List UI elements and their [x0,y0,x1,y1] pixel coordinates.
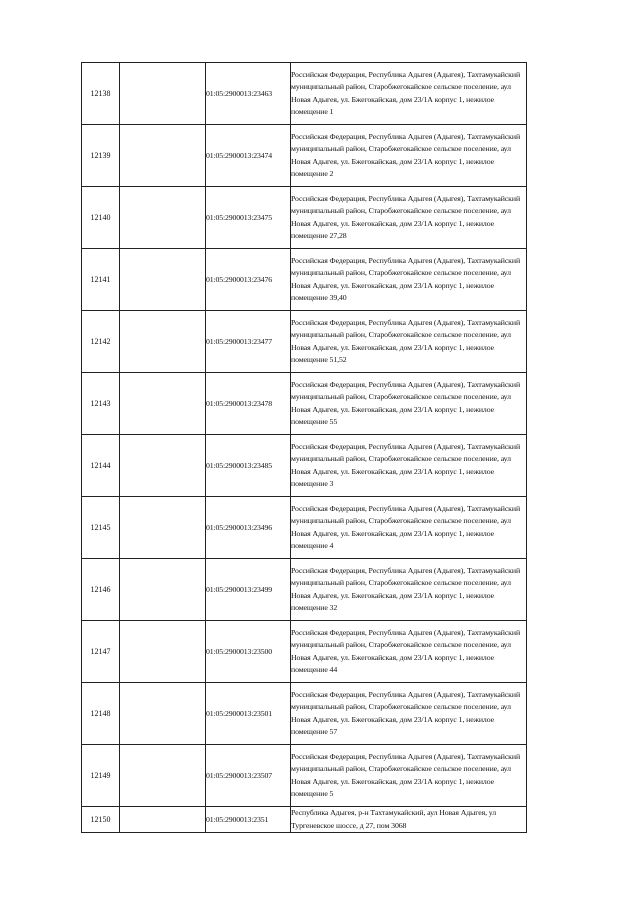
blank-cell [120,249,206,311]
address-cell: Российская Федерация, Республика Адыгея (Адыгея), Тахтамукайский муниципальный район, Старобжегокайское сельское поселение, аул Новая Адыгея, ул. Бжегокайская, дом 23/1А корпус 1, нежилое помещение 4 [291,497,527,559]
blank-cell [120,745,206,807]
blank-cell [120,559,206,621]
row-number: 12143 [82,373,120,435]
cadastral-number: 01:05:2900013:23496 [206,497,291,559]
blank-cell [120,683,206,745]
row-number: 12150 [82,807,120,833]
cadastral-number: 01:05:2900013:23501 [206,683,291,745]
address-cell: Российская Федерация, Республика Адыгея (Адыгея), Тахтамукайский муниципальный район, Старобжегокайское сельское поселение, аул Новая Адыгея, ул. Бжегокайская, дом 23/1А корпус 1, нежилое помещение 5 [291,745,527,807]
table-row [82,497,527,559]
address-cell: Российская Федерация, Республика Адыгея (Адыгея), Тахтамукайский муниципальный район, Старобжегокайское сельское поселение, аул Новая Адыгея, ул. Бжегокайская, дом 23/1А корпус 1, нежилое помещение 27,28 [291,187,527,249]
blank-cell [120,497,206,559]
table-row [82,807,527,833]
table-row [82,249,527,311]
address-cell: Российская Федерация, Республика Адыгея (Адыгея), Тахтамукайский муниципальный район, Старобжегокайское сельское поселение, аул Новая Адыгея, ул. Бжегокайская, дом 23/1А корпус 1, нежилое помещение 55 [291,373,527,435]
cadastral-number: 01:05:2900013:2351 [206,807,291,833]
table-row [82,745,527,807]
row-number: 12148 [82,683,120,745]
address-cell: Российская Федерация, Республика Адыгея (Адыгея), Тахтамукайский муниципальный район, Старобжегокайское сельское поселение, аул Новая Адыгея, ул. Бжегокайская, дом 23/1А корпус 1, нежилое помещение 57 [291,683,527,745]
blank-cell [120,373,206,435]
table-row [82,373,527,435]
blank-cell [120,311,206,373]
cadastral-number: 01:05:2900013:23474 [206,125,291,187]
blank-cell [120,125,206,187]
row-number: 12138 [82,63,120,125]
address-cell: Российская Федерация, Республика Адыгея (Адыгея), Тахтамукайский муниципальный район, Старобжегокайское сельское поселение, аул Новая Адыгея, ул. Бжегокайская, дом 23/1А корпус 1, нежилое помещение 51,52 [291,311,527,373]
cadastral-number: 01:05:2900013:23500 [206,621,291,683]
address-cell: Российская Федерация, Республика Адыгея (Адыгея), Тахтамукайский муниципальный район, Старобжегокайское сельское поселение, аул Новая Адыгея, ул. Бжегокайская, дом 23/1А корпус 1, нежилое помещение 32 [291,559,527,621]
table-row [82,559,527,621]
row-number: 12141 [82,249,120,311]
address-cell: Российская Федерация, Республика Адыгея (Адыгея), Тахтамукайский муниципальный район, Старобжегокайское сельское поселение, аул Новая Адыгея, ул. Бжегокайская, дом 23/1А корпус 1, нежилое помещение 44 [291,621,527,683]
row-number: 12149 [82,745,120,807]
cadastral-number: 01:05:2900013:23476 [206,249,291,311]
table-row [82,125,527,187]
address-cell: Российская Федерация, Республика Адыгея (Адыгея), Тахтамукайский муниципальный район, Старобжегокайское сельское поселение, аул Новая Адыгея, ул. Бжегокайская, дом 23/1А корпус 1, нежилое помещение 3 [291,435,527,497]
address-cell: Российская Федерация, Республика Адыгея (Адыгея), Тахтамукайский муниципальный район, Старобжегокайское сельское поселение, аул Новая Адыгея, ул. Бжегокайская, дом 23/1А корпус 1, нежилое помещение 39,40 [291,249,527,311]
table-row [82,683,527,745]
row-number: 12146 [82,559,120,621]
row-number: 12144 [82,435,120,497]
row-number: 12140 [82,187,120,249]
row-number: 12147 [82,621,120,683]
cadastral-number: 01:05:2900013:23499 [206,559,291,621]
table-body [82,63,527,833]
row-number: 12145 [82,497,120,559]
cadastral-number: 01:05:2900013:23478 [206,373,291,435]
address-cell: Республика Адыгея, р-н Тахтамукайский, аул Новая Адыгея, ул Тургеневское шоссе, д 27, пом 3068 [291,807,527,833]
blank-cell [120,435,206,497]
table-row [82,187,527,249]
table-row [82,311,527,373]
blank-cell [120,621,206,683]
table-row [82,63,527,125]
table-row [82,435,527,497]
address-cell: Российская Федерация, Республика Адыгея (Адыгея), Тахтамукайский муниципальный район, Старобжегокайское сельское поселение, аул Новая Адыгея, ул. Бжегокайская, дом 23/1А корпус 1, нежилое помещение 1 [291,63,527,125]
blank-cell [120,187,206,249]
cadastral-number: 01:05:2900013:23477 [206,311,291,373]
blank-cell [120,63,206,125]
cadastral-number: 01:05:2900013:23507 [206,745,291,807]
blank-cell [120,807,206,833]
address-cell: Российская Федерация, Республика Адыгея (Адыгея), Тахтамукайский муниципальный район, Старобжегокайское сельское поселение, аул Новая Адыгея, ул. Бжегокайская, дом 23/1А корпус 1, нежилое помещение 2 [291,125,527,187]
row-number: 12142 [82,311,120,373]
cadastral-number: 01:05:2900013:23463 [206,63,291,125]
registry-table [81,62,527,833]
row-number: 12139 [82,125,120,187]
cadastral-number: 01:05:2900013:23485 [206,435,291,497]
table-row [82,621,527,683]
cadastral-number: 01:05:2900013:23475 [206,187,291,249]
